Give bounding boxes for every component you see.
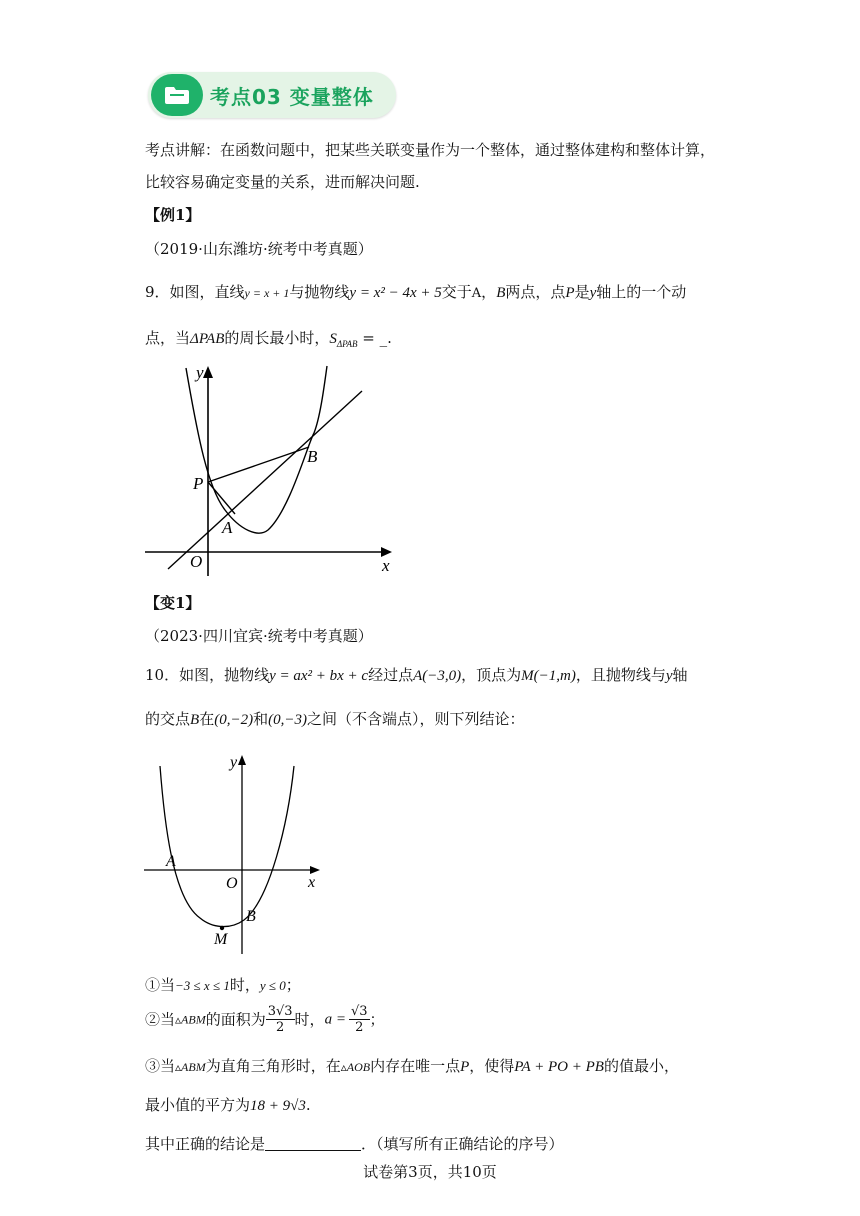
parabola-equation: y = x² − 4x + 5 (349, 285, 442, 301)
variant-label: 【变1】 (145, 594, 201, 612)
intro-line-2: 比较容易确定变量的关系，进而解决问题. (145, 173, 420, 191)
text-seg: 点，当 (145, 329, 191, 347)
variant-question-line-2 (145, 708, 524, 731)
vertex-m: M(−1,m) (521, 668, 576, 684)
text-seg: = _. (357, 329, 392, 347)
triangle-abm: ▵ABM (175, 1060, 206, 1074)
parabola-equation: y = ax² + bx + c (269, 668, 369, 684)
area-subscript: ΔPAB (336, 339, 358, 349)
point-p: P (460, 1059, 470, 1075)
point-a: A (471, 286, 482, 301)
m-label: M (214, 931, 228, 948)
text-seg: 的周长最小时， (224, 329, 330, 347)
text-seg: 的交点 (145, 710, 191, 728)
section-title: 考点03 变量整体 (210, 85, 374, 109)
sum-expression: PA + PO + PB (514, 1059, 604, 1075)
text-seg: 两点，点 (505, 283, 566, 301)
x-label: x (382, 556, 390, 575)
fraction-a (349, 1004, 370, 1035)
x-axis-arrow (310, 866, 320, 874)
text-seg: ，顶点为 (461, 666, 522, 684)
text-seg: ， (481, 283, 497, 301)
example-source: （2019·山东潍坊·统考中考真题） (145, 240, 373, 258)
fraction-den: 2 (275, 1020, 285, 1035)
y-var: y (665, 668, 673, 684)
b-label: B (307, 447, 318, 466)
folder-icon-badge (151, 74, 203, 116)
example-label: 【例1】 (145, 206, 201, 224)
text-seg: 9．如图，直线 (145, 283, 245, 301)
text-seg: 是 (574, 283, 590, 301)
text-seg: ①当 (145, 976, 176, 994)
text-seg: 轴上的一个动 (596, 283, 687, 301)
conclusion-3-line-2 (145, 1094, 311, 1117)
area-symbol: S (329, 331, 337, 347)
point-a: A(−3,0) (413, 668, 462, 684)
text-seg: ，使得 (469, 1057, 515, 1075)
page-footer: 试卷第3页，共10页 (363, 1163, 497, 1181)
text-seg: 的面积为 (205, 1010, 266, 1029)
text-seg: ．（填写所有正确结论的序号） (361, 1135, 564, 1153)
text-seg: 轴 (672, 666, 688, 684)
inequality-result: y ≤ 0 (259, 978, 286, 993)
text-seg: 其中正确的结论是 (145, 1135, 266, 1153)
point-b: B (496, 285, 506, 301)
example-question-line-2 (145, 327, 392, 355)
vertex-dot (220, 926, 224, 930)
folder-icon (151, 74, 203, 116)
text-seg: . (305, 1096, 311, 1114)
text-seg: ； (369, 1010, 385, 1029)
text-seg: 10．如图，抛物线 (145, 666, 270, 684)
origin-label: O (226, 875, 238, 892)
point-b: B (190, 712, 200, 728)
text-seg: ②当 (145, 1010, 176, 1029)
p-label: P (193, 474, 204, 493)
text-seg: ，且抛物线与 (575, 666, 666, 684)
y-axis-arrow (238, 755, 246, 765)
parabola (186, 366, 327, 533)
text-seg: 之间（不含端点），则下列结论： (306, 710, 525, 728)
origin-label: O (190, 552, 203, 571)
example-question-line-1 (145, 281, 686, 305)
variant-question-line-1 (145, 664, 688, 687)
answer-blank[interactable] (265, 1136, 361, 1151)
text-seg: 与抛物线 (289, 283, 350, 301)
text-seg: 内存在唯一点 (370, 1057, 461, 1075)
text-seg: 交于 (441, 283, 472, 301)
intro-line-1: 考点讲解：在函数问题中，把某些关联变量作为一个整体，通过整体建构和整体计算， (145, 141, 716, 159)
figure-variant-1 (140, 748, 330, 960)
y-var: y (589, 285, 597, 301)
a-label: A (166, 853, 176, 870)
x-label: x (308, 874, 316, 891)
variant-source: （2023·四川宜宾·统考中考真题） (145, 627, 373, 645)
figure-example-1 (140, 358, 402, 580)
inequality: −3 ≤ x ≤ 1 (175, 978, 230, 993)
triangle-abm: ▵ABM (175, 1012, 206, 1027)
triangle-aob: ▵AOB (340, 1060, 371, 1074)
point-0-neg3: (0,−3) (268, 712, 307, 728)
y-axis-arrow (203, 366, 213, 378)
fraction-num: √3 (350, 1004, 368, 1019)
text-seg: 时， (229, 976, 260, 994)
text-seg: 在 (199, 710, 215, 728)
fraction-num: 3√3 (267, 1004, 293, 1019)
parabola (160, 766, 294, 927)
triangle-pab: ΔPAB (190, 331, 225, 347)
text-seg: ③当 (145, 1057, 176, 1075)
conclusion-1 (145, 974, 301, 997)
text-seg: 为直角三角形时，在 (205, 1057, 341, 1075)
min-square-value: 18 + 9√3 (250, 1098, 306, 1114)
a-var: a = (324, 1011, 346, 1028)
text-seg: 和 (253, 710, 269, 728)
text-seg: 经过点 (368, 666, 414, 684)
point-0-neg2: (0,−2) (214, 712, 254, 728)
y-label: y (196, 363, 204, 382)
y-label: y (230, 754, 238, 771)
a-label: A (222, 518, 233, 537)
fraction-den: 2 (355, 1020, 364, 1035)
text-seg: 的值最小， (603, 1057, 679, 1075)
conclusion-3-line-1 (145, 1055, 679, 1078)
segment-pb (208, 447, 309, 482)
text-seg: 时， (294, 1010, 325, 1029)
text-seg: 最小值的平方为 (145, 1096, 251, 1114)
conclusion-2 (145, 1004, 385, 1035)
fraction-area (266, 1004, 295, 1035)
point-p: P (565, 285, 575, 301)
segment-pa (208, 482, 235, 514)
answer-line (145, 1133, 564, 1155)
b-label: B (246, 908, 256, 925)
text-seg: ； (285, 976, 301, 994)
line-equation: y = x + 1 (244, 286, 290, 300)
